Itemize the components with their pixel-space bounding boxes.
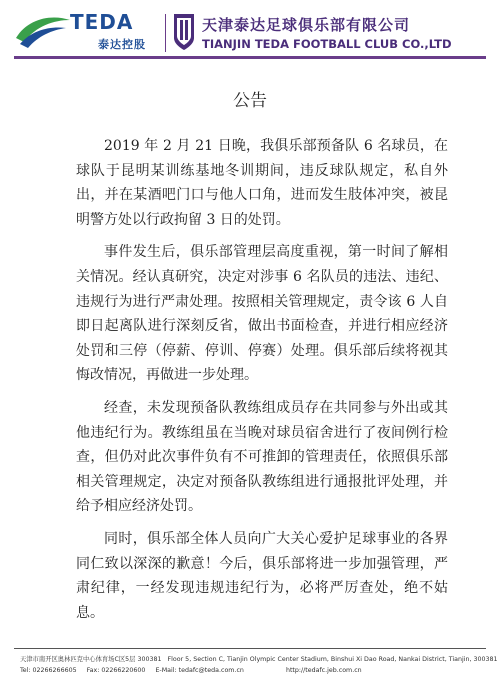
footer-address-en: Floor 5, Section C, Tianjin Olympic Center Stadium, Binshui Xi Dao Road, Nankai District, Tianjin, 300381: [167, 656, 498, 663]
paragraph-coaching-staff: 经查，未发现预备队教练组成员存在共同参与外出或其他违纪行为。教练组虽在当晚对球员宿舍进行了夜间例行检查，但仍对此次事件负有不可推卸的管理责任，依照俱乐部相关管理规定，决定对预备队教练组进行通报批评处理，并给予相应经济处罚。: [76, 399, 448, 515]
club-name-chinese: 天津泰达足球俱乐部有限公司: [202, 16, 411, 34]
teda-swoosh-logo-icon: [14, 10, 72, 50]
club-crest-icon: [172, 12, 196, 52]
paragraph-incident: 2019 年 2 月 21 日晚，我俱乐部预备队 6 名球员，在球队于昆明某训练基地冬训期间，违反球队规定，私自外出，并在某酒吧门口与他人口角，进而发生肢体冲突，被昆明警方处以行政拘留 3 日的处罚。: [76, 138, 448, 228]
paragraph-apology: 同时，俱乐部全体人员向广大关心爱护足球事业的各界同仁致以深深的歉意！今后，俱乐部将进一步加强管理，严肃纪律，一经发现违规违纪行为，必将严厉查处，绝不姑息。: [76, 530, 448, 621]
document-body: [76, 134, 448, 633]
footer-email[interactable]: E-Mail: tedafc@teda.com.cn: [155, 667, 244, 674]
teda-brand-name: TEDA: [70, 10, 134, 34]
footer-rule: [14, 648, 486, 649]
document-title: 公告: [233, 91, 267, 111]
footer-address-cn: 天津市南开区奥林匹克中心体育场C区5层 300381: [20, 656, 162, 663]
footer-fax: Fax: 02266220600: [86, 667, 146, 674]
club-name-english: TIANJIN TEDA FOOTBALL CLUB CO.,LTD: [202, 37, 452, 51]
header-divider: [165, 14, 166, 52]
letterhead: [0, 0, 500, 60]
teda-brand-subtitle: 泰达控股: [98, 38, 146, 51]
footer-website-link[interactable]: http://tedafc.jeb.com.cn: [285, 667, 362, 674]
footer: [20, 654, 498, 676]
footer-tel: Tel: 02266266605: [20, 667, 77, 674]
header-rule: [14, 56, 486, 59]
paragraph-handling: 事件发生后，俱乐部管理层高度重视，第一时间了解相关情况。经认真研究，决定对涉事 6 名队员的违法、违纪、违规行为进行严肃处理。按照相关管理规定，责令该 6 人自即日起离队进行深刻反省，做出书面检查，并进行相应经济处罚和三停（停薪、停训、停赛）处理。俱乐部后续将视其悔改情况，再做进一步处理。: [76, 244, 448, 384]
